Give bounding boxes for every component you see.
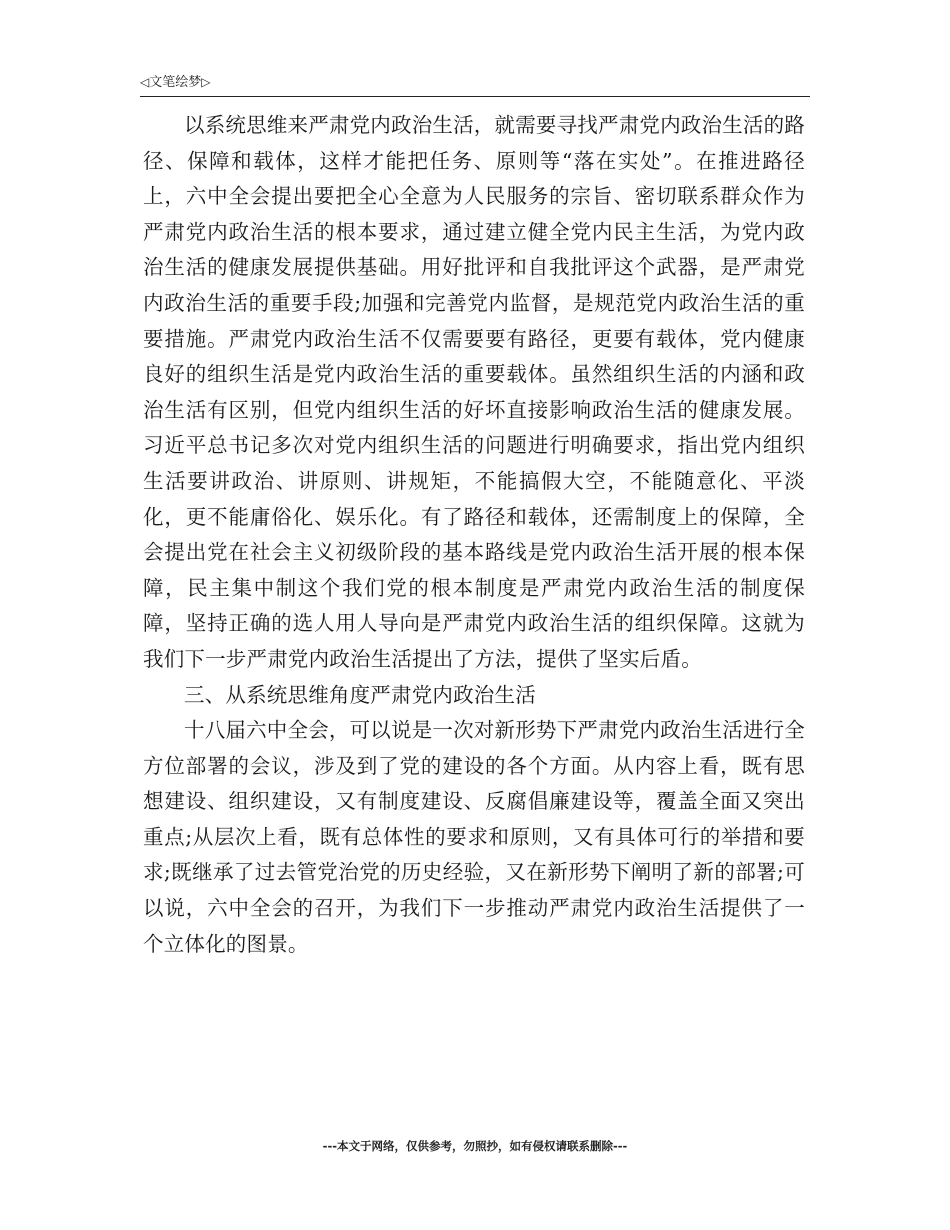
footer-notice: ---本文于网络，仅供参考，勿照抄，如有侵权请联系删除---: [322, 1139, 628, 1153]
section-heading: 三、从系统思维角度严肃党内政治生活: [184, 682, 536, 707]
paragraph: 以系统思维来严肃党内政治生活，就需要寻找严肃党内政治生活的路径、保障和载体，这样才能把任务、原则等“落在实处”。在推进路径上，六中全会提出要把全心全意为人民服务的宗旨、密切联系群众作为严肃党内政治生活的根本要求，通过建立健全党内民主生活，为党内政治生活的健康发展提供基础。用好批评和自我批评这个武器，是严肃党内政治生活的重要手段;加强和完善党内监督，是规范党内政治生活的重要措施。严肃党内政治生活不仅需要要有路径，更要有载体，党内健康良好的组织生活是党内政治生活的重要载体。虽然组织生活的内涵和政治生活有区别，但党内组织生活的好坏直接影响政治生活的健康发展。习近平总书记多次对党内组织生活的问题进行明确要求，指出党内组织生活要讲政治、讲原则、讲规矩，不能搞假大空，不能随意化、平淡化，更不能庸俗化、娱乐化。有了路径和载体，还需制度上的保障，全会提出党在社会主义初级阶段的基本路线是党内政治生活开展的根本保障，民主集中制这个我们党的根本制度是严肃党内政治生活的制度保障，坚持正确的选人用人导向是严肃党内政治生活的组织保障。这就为我们下一步严肃党内政治生活提出了方法，提供了坚实后盾。: [143, 113, 805, 671]
document-body: [143, 108, 805, 962]
page-header: [140, 72, 810, 97]
paragraph: 十八届六中全会，可以说是一次对新形势下严肃党内政治生活进行全方位部署的会议，涉及到了党的建设的各个方面。从内容上看，既有思想建设、组织建设，又有制度建设、反腐倡廉建设等，覆盖全面又突出重点;从层次上看，既有总体性的要求和原则，又有具体可行的举措和要求;既继承了过去管党治党的历史经验，又在新形势下阐明了新的部署;可以说，六中全会的召开，为我们下一步推动严肃党内政治生活提供了一个立体化的图景。: [143, 718, 805, 956]
left-triangle-icon: ◁: [140, 75, 150, 89]
right-triangle-icon: ▷: [201, 75, 211, 89]
header-brand: 文笔绘梦: [149, 75, 202, 90]
